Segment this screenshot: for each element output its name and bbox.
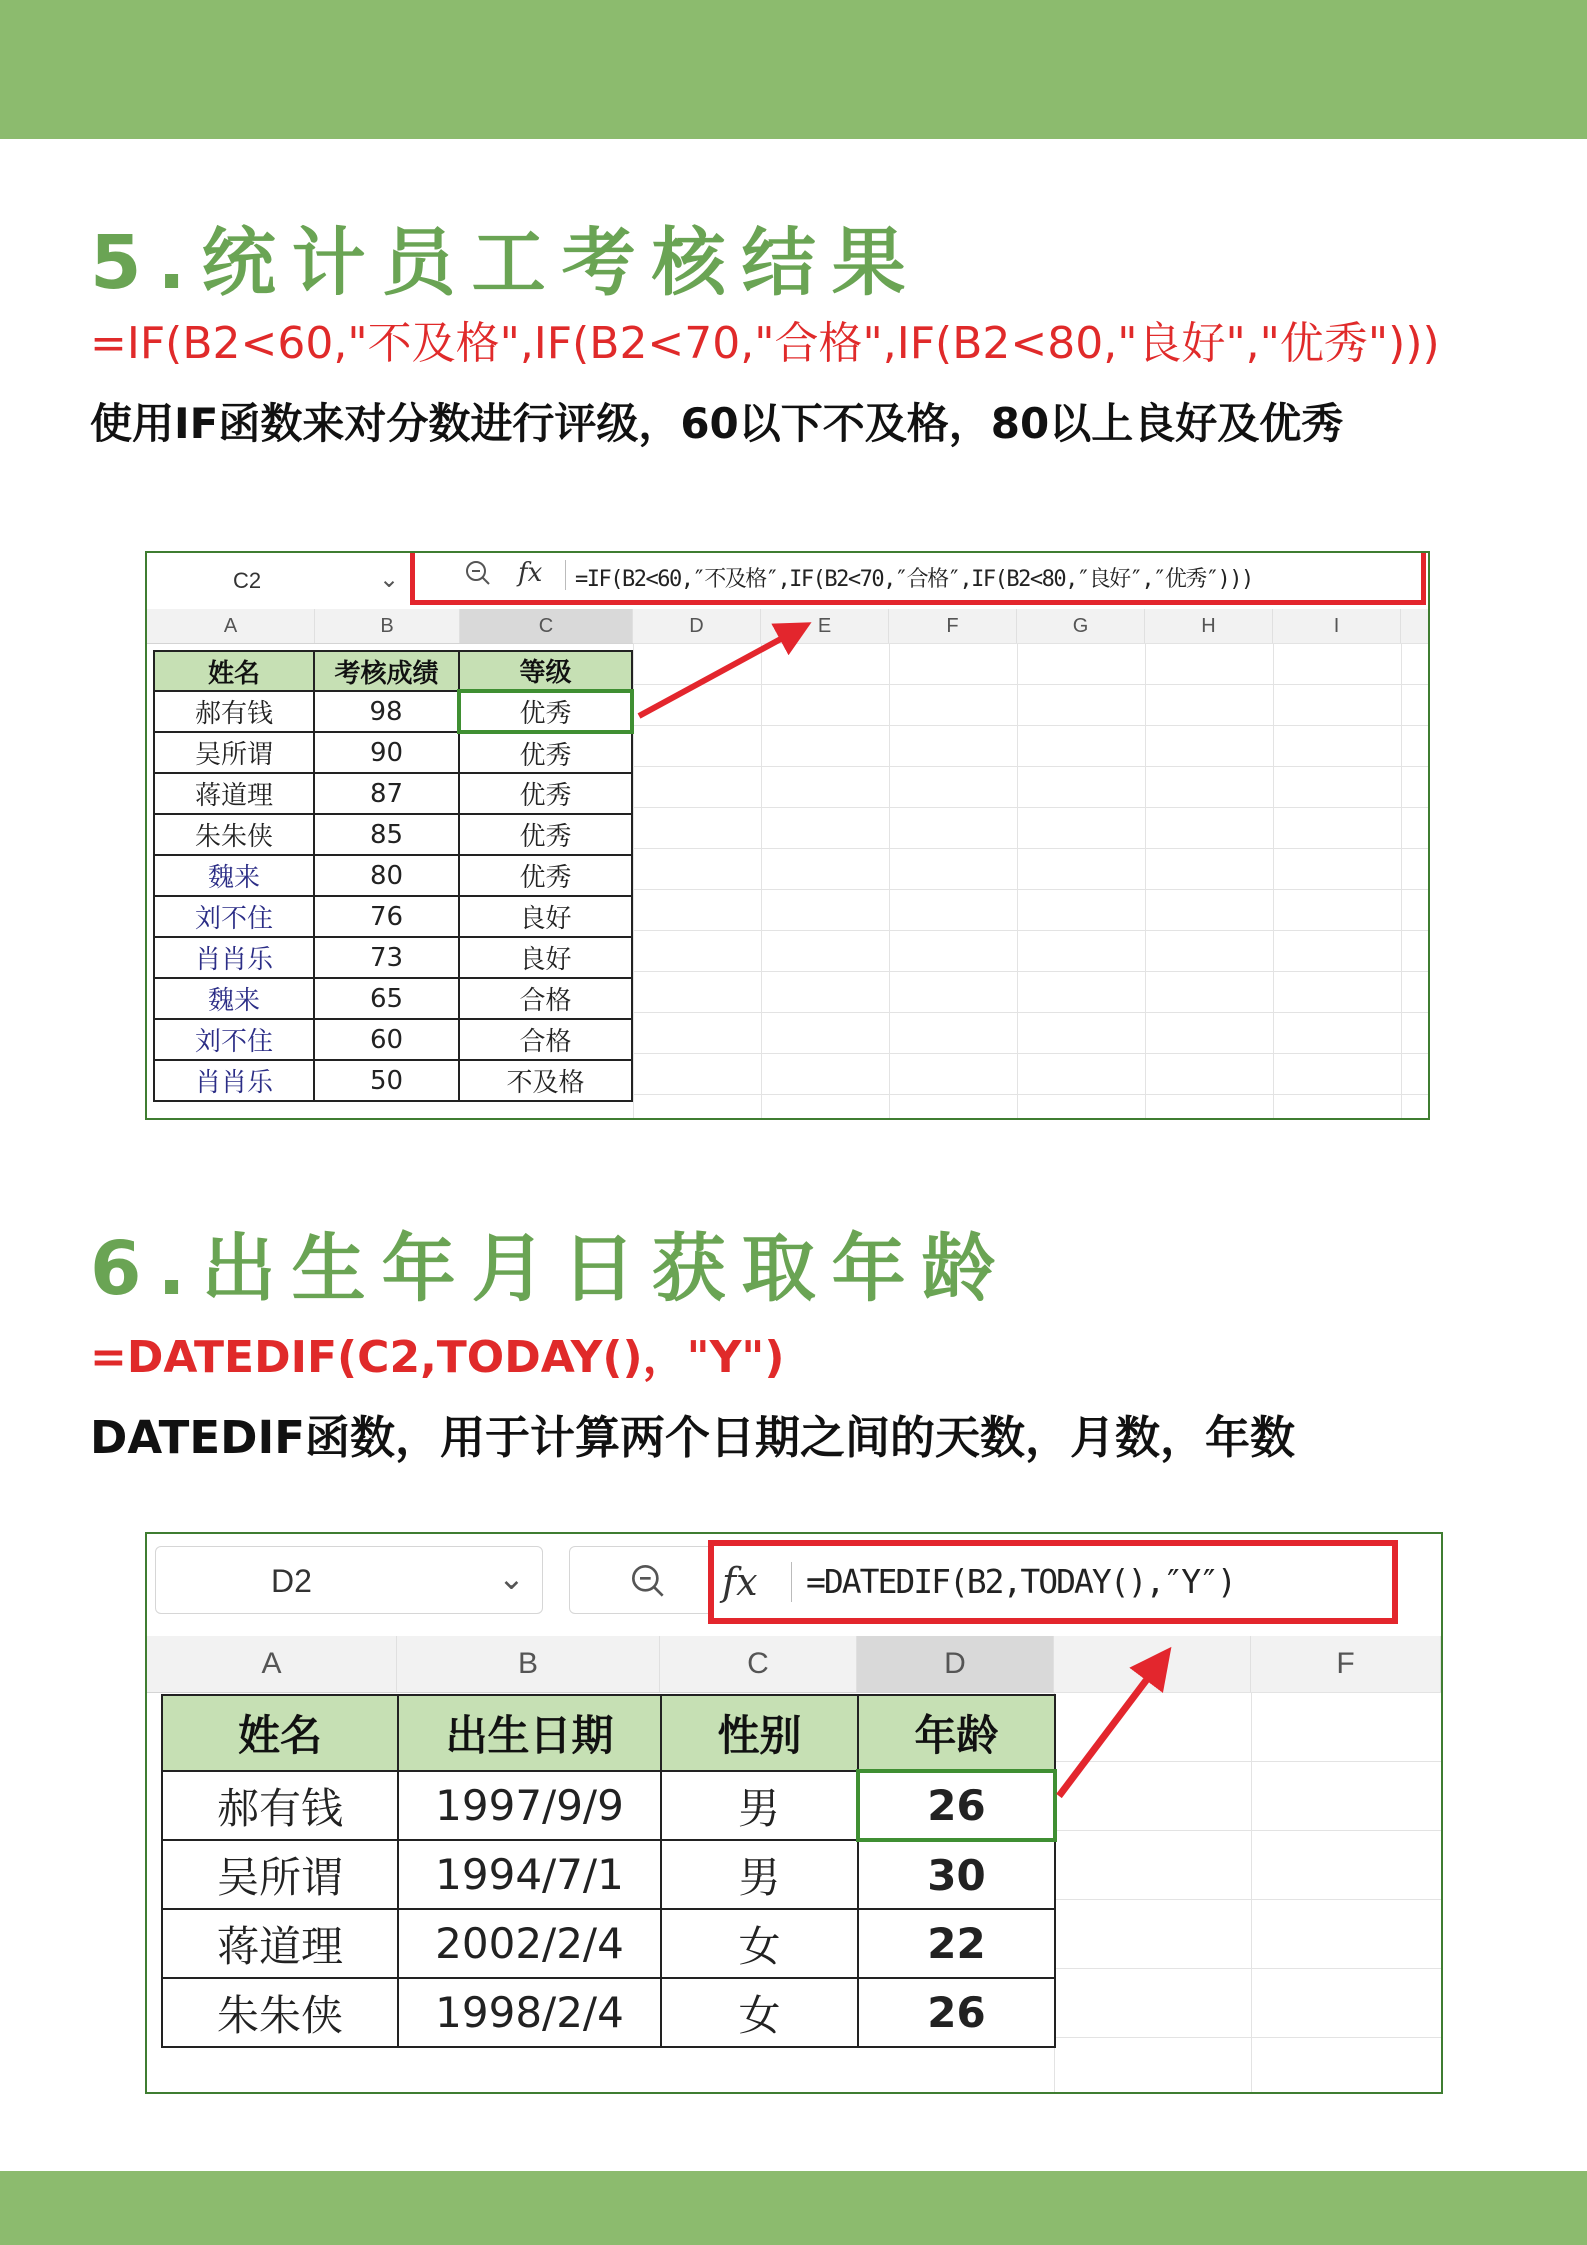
cell[interactable]: 郝有钱	[154, 691, 314, 732]
cell[interactable]: 刘不住	[154, 896, 314, 937]
cell[interactable]: 合格	[459, 978, 632, 1019]
cell[interactable]: 刘不住	[154, 1019, 314, 1060]
column-header[interactable]: F	[1251, 1636, 1441, 1692]
cell[interactable]: 1997/9/9	[398, 1771, 661, 1840]
red-arrow-icon	[147, 1534, 1441, 2092]
column-header[interactable]: G	[1017, 609, 1145, 643]
cell[interactable]: 朱朱侠	[162, 1978, 398, 2047]
sheet2-name-box-value: D2	[271, 1563, 312, 1599]
cell[interactable]: 优秀	[459, 732, 632, 773]
header-cell[interactable]: 出生日期	[398, 1695, 661, 1771]
cell[interactable]: 50	[314, 1060, 459, 1101]
column-header[interactable]: D	[633, 609, 761, 643]
active-cell[interactable]: 优秀	[459, 691, 632, 732]
cell[interactable]: 肖肖乐	[154, 937, 314, 978]
cell[interactable]: 吴所谓	[162, 1840, 398, 1909]
chevron-down-icon[interactable]: ⌄	[498, 1560, 525, 1596]
cell[interactable]: 65	[314, 978, 459, 1019]
column-header[interactable]: B	[315, 609, 460, 643]
header-cell[interactable]: 考核成绩	[314, 651, 459, 691]
cell[interactable]: 26	[858, 1978, 1055, 2047]
column-header[interactable]: H	[1145, 609, 1273, 643]
cell[interactable]: 优秀	[459, 773, 632, 814]
section6-title: 6.出生年月日获取年龄	[90, 1226, 1012, 1312]
cell[interactable]: 肖肖乐	[154, 1060, 314, 1101]
cell[interactable]: 郝有钱	[162, 1771, 398, 1840]
header-cell[interactable]: 姓名	[154, 651, 314, 691]
section5-title: 5.统计员工考核结果	[90, 220, 922, 306]
fx-icon[interactable]: fx	[518, 558, 543, 588]
cell[interactable]: 90	[314, 732, 459, 773]
cell[interactable]: 女	[661, 1909, 858, 1978]
section6-formula: =DATEDIF(C2,TODAY()，"Y")	[90, 1332, 785, 1383]
cell[interactable]: 女	[661, 1978, 858, 2047]
red-arrow-icon	[147, 553, 1428, 1118]
sheet1-formula-text[interactable]: =IF(B2<60,″不及格″,IF(B2<70,″合格″,IF(B2<80,″良好″,″优秀″)))	[575, 567, 1253, 592]
cell[interactable]: 85	[314, 814, 459, 855]
cell[interactable]: 87	[314, 773, 459, 814]
chevron-down-icon[interactable]: ⌄	[379, 566, 400, 593]
sheet2-screenshot	[145, 1532, 1443, 2094]
cell[interactable]: 98	[314, 691, 459, 732]
column-header-selected[interactable]: D	[857, 1636, 1054, 1692]
cell[interactable]: 朱朱侠	[154, 814, 314, 855]
cell[interactable]: 男	[661, 1771, 858, 1840]
sheet1-screenshot	[145, 551, 1430, 1120]
fx-icon[interactable]: fx	[722, 1560, 758, 1604]
column-header[interactable]: B	[397, 1636, 660, 1692]
cell[interactable]: 80	[314, 855, 459, 896]
cell[interactable]: 22	[858, 1909, 1055, 1978]
cell[interactable]: 2002/2/4	[398, 1909, 661, 1978]
bottom-band	[0, 2171, 1587, 2245]
column-header[interactable]: A	[147, 609, 315, 643]
section6-description: DATEDIF函数，用于计算两个日期之间的天数，月数，年数	[90, 1411, 1295, 1464]
section5-description: 使用IF函数来对分数进行评级，60以下不及格，80以上良好及优秀	[90, 399, 1344, 448]
column-header-selected[interactable]: C	[460, 609, 633, 643]
cell[interactable]: 蒋道理	[154, 773, 314, 814]
cell[interactable]: 1998/2/4	[398, 1978, 661, 2047]
cell[interactable]: 良好	[459, 896, 632, 937]
cell[interactable]: 1994/7/1	[398, 1840, 661, 1909]
header-cell[interactable]: 等级	[459, 651, 632, 691]
column-header[interactable]: C	[660, 1636, 857, 1692]
cell[interactable]: 优秀	[459, 814, 632, 855]
sheet1-name-box-value: C2	[233, 568, 262, 593]
top-band	[0, 0, 1587, 139]
header-cell[interactable]: 年龄	[858, 1695, 1055, 1771]
column-header[interactable]: F	[889, 609, 1017, 643]
cell[interactable]: 不及格	[459, 1060, 632, 1101]
cell[interactable]: 优秀	[459, 855, 632, 896]
cell[interactable]: 蒋道理	[162, 1909, 398, 1978]
sheet2-formula-text[interactable]: =DATEDIF(B2,TODAY(),″Y″)	[806, 1562, 1235, 1601]
column-header[interactable]: E	[761, 609, 889, 643]
cell[interactable]: 30	[858, 1840, 1055, 1909]
cell[interactable]: 合格	[459, 1019, 632, 1060]
cell[interactable]: 60	[314, 1019, 459, 1060]
cell[interactable]: 76	[314, 896, 459, 937]
column-header[interactable]: I	[1273, 609, 1401, 643]
section5-formula: =IF(B2<60,"不及格",IF(B2<70,"合格",IF(B2<80,"良好","优秀")))	[90, 318, 1440, 369]
cell[interactable]: 良好	[459, 937, 632, 978]
active-cell[interactable]: 26	[858, 1771, 1055, 1840]
cell[interactable]: 73	[314, 937, 459, 978]
cell[interactable]: 男	[661, 1840, 858, 1909]
header-cell[interactable]: 姓名	[162, 1695, 398, 1771]
cell[interactable]: 魏来	[154, 855, 314, 896]
column-header[interactable]: A	[147, 1636, 397, 1692]
header-cell[interactable]: 性别	[661, 1695, 858, 1771]
cell[interactable]: 魏来	[154, 978, 314, 1019]
cell[interactable]: 吴所谓	[154, 732, 314, 773]
